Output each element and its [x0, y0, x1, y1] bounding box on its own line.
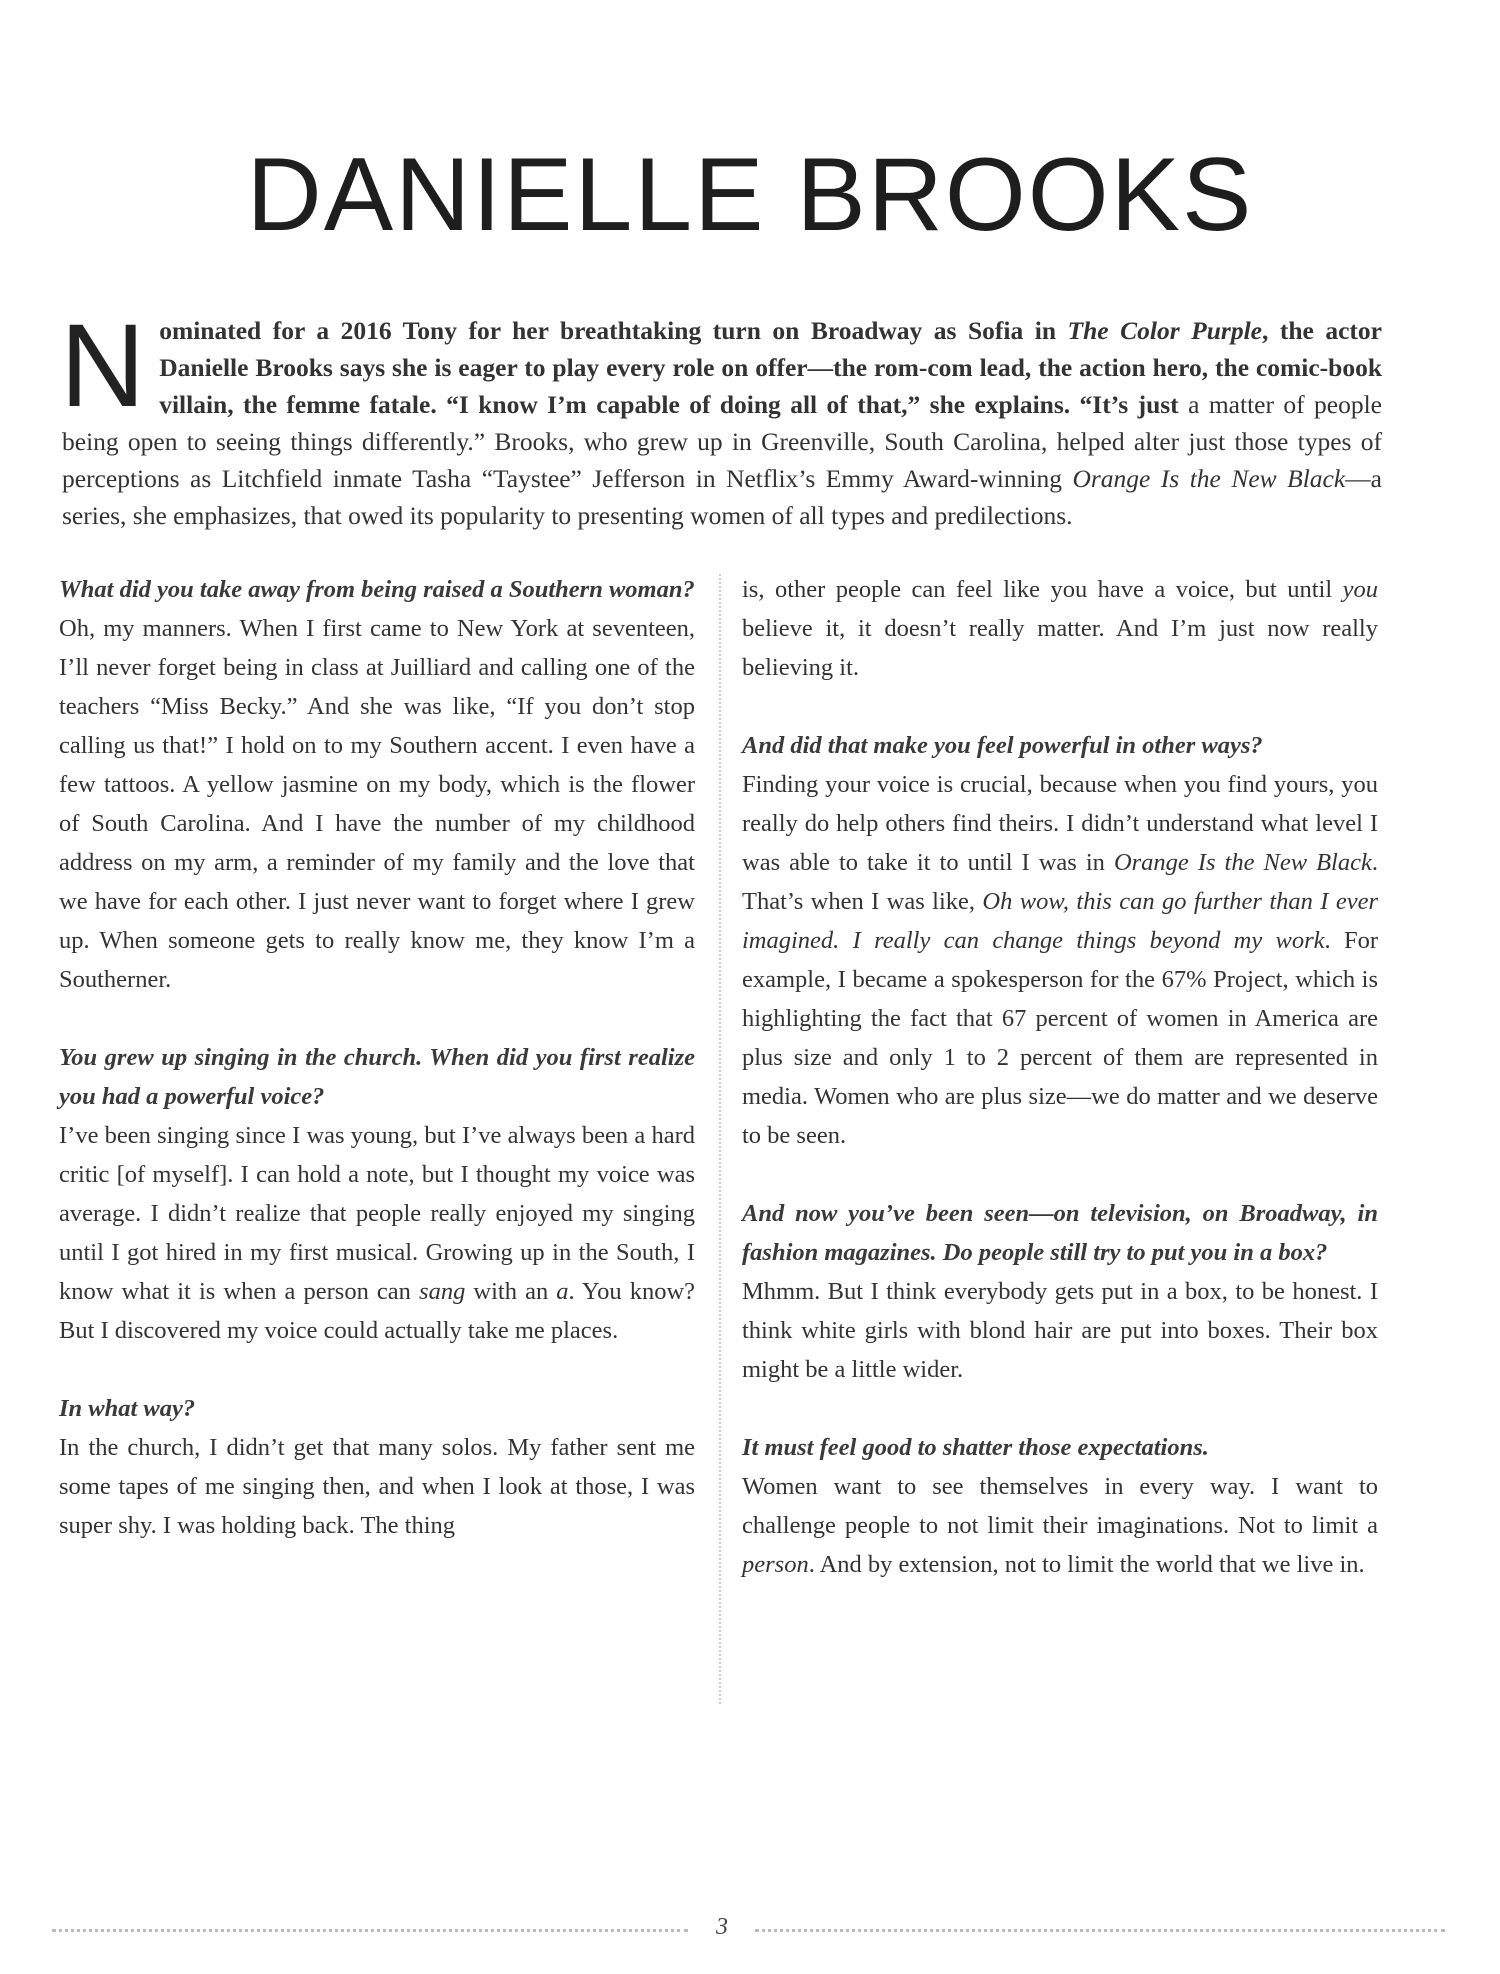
interview-answer — [59, 1428, 695, 1545]
text-segment: . You know? But I discovered my voice could actually take me places. — [59, 1278, 696, 1344]
text-segment: —a series, she emphasizes, that owed its popularity to presenting women of all types and predilections. — [62, 464, 1382, 530]
drop-cap: N — [60, 300, 146, 432]
text-segment: Women want to see themselves in every way. I want to challenge people to not limit their imaginations. Not to limit a — [742, 1473, 1378, 1539]
text-segment: Oh, my manners. When I first came to New York at seventeen, I’ll never forget being in class at Juilliard and calling one of the teachers “Miss Becky.” And she was like, “If you don’t stop calling us that!” I hold on to my Southern accent. I even have a few tattoos. A yellow jasmine on my body, which is the flower of South Carolina. And I have the number of my childhood address on my arm, a reminder of my family and the love that we have for each other. I just never want to forget where I grew up. When someone gets to really know me, they know I’m a Southerner. — [59, 615, 695, 993]
page-title: DANIELLE BROOKS — [246, 137, 1254, 253]
interview-answer — [742, 1272, 1378, 1389]
text-segment: In the church, I didn’t get that many solos. My father sent me some tapes of me singing then, and when I look at those, I was super shy. I was holding back. The thing — [59, 1434, 695, 1539]
italic-text: Orange Is the New Black — [1072, 464, 1346, 493]
italic-text: a — [556, 1278, 569, 1305]
italic-text: sang — [419, 1278, 466, 1305]
italic-text: you — [1342, 576, 1378, 603]
text-segment: . And by extension, not to limit the world that we live in. — [808, 1551, 1365, 1578]
italic-text: person — [742, 1551, 809, 1578]
interview-question: What did you take away from being raised a Southern woman? — [59, 576, 695, 603]
interview-answer — [59, 1116, 695, 1350]
interview-question: And did that make you feel powerful in other ways? — [742, 732, 1263, 759]
intro-paragraph — [60, 300, 1382, 534]
italic-text: Orange Is the New Black — [1113, 849, 1372, 876]
text-segment: a matter of people being open to seeing things differently.” Brooks, who grew up in Greenville, South Carolina, helped alter just those types of perceptions as Litchfield inmate Tasha “Taystee” Jefferson in Netflix’s Emmy Award-winning — [62, 390, 1382, 493]
text-segment: . That’s when I was like, — [742, 849, 1378, 915]
right-column — [742, 570, 1378, 1623]
italic-text: The Color Purple — [1067, 316, 1262, 345]
text-segment: Mhmm. But I think everybody gets put in a box, to be honest. I think white girls with blond hair are put into boxes. Their box might be a little wider. — [742, 1278, 1378, 1383]
left-column — [59, 570, 695, 1584]
text-segment: believe it, it doesn’t really matter. And I’m just now really believing it. — [742, 615, 1378, 681]
interview-answer — [742, 570, 1378, 687]
text-segment: Finding your voice is crucial, because when you find yours, you really do help others find theirs. I didn’t understand what level I was able to take it to until I was in — [742, 771, 1378, 876]
column-divider — [719, 574, 721, 1704]
interview-answer — [742, 1467, 1378, 1584]
interview-question: It must feel good to shatter those expectations. — [742, 1434, 1209, 1461]
text-segment: . For example, I became a spokesperson for the 67% Project, which is highlighting the fact that 67 percent of women in America are plus size and only 1 to 2 percent of them are represented in media. Women who are plus size—we do matter and we deserve to be seen. — [742, 927, 1378, 1149]
page-number: 3 — [716, 1914, 728, 1940]
interview-question: And now you’ve been seen—on television, on Broadway, in fashion magazines. Do people still try to put you in a box? — [742, 1200, 1378, 1266]
intro-text — [60, 300, 1382, 530]
text-segment: is, other people can feel like you have a voice, but until — [742, 576, 1343, 603]
text-segment: I’ve been singing since I was young, but I’ve always been a hard critic [of myself]. I can hold a note, but I thought my voice was average. I didn’t realize that people really enjoyed my singing until I got hired in my first musical. Growing up in the South, I know what it is when a person can — [59, 1122, 695, 1305]
text-segment: ominated for a 2016 Tony for her breathtaking turn on Broadway as Sofia in — [159, 316, 1068, 345]
interview-question: In what way? — [59, 1395, 196, 1422]
interview-answer — [742, 765, 1378, 1155]
footer-rule-left — [52, 1929, 688, 1932]
text-segment: , the actor Danielle Brooks says she is eager to play every role on offer—the rom-com lead, the action hero, the comic-book villain, the femme fatale. “I know I’m capable of doing all of that,” she explains. “It’s just — [159, 316, 1382, 419]
interview-columns — [0, 570, 1500, 1720]
text-segment: with an — [465, 1278, 557, 1305]
interview-question: You grew up singing in the church. When did you first realize you had a powerful voice? — [59, 1044, 695, 1110]
footer-rule-right — [755, 1929, 1445, 1932]
interview-answer — [59, 609, 695, 999]
italic-text: Oh wow, this can go further than I ever imagined. I really can change things beyond my work — [742, 888, 1378, 954]
